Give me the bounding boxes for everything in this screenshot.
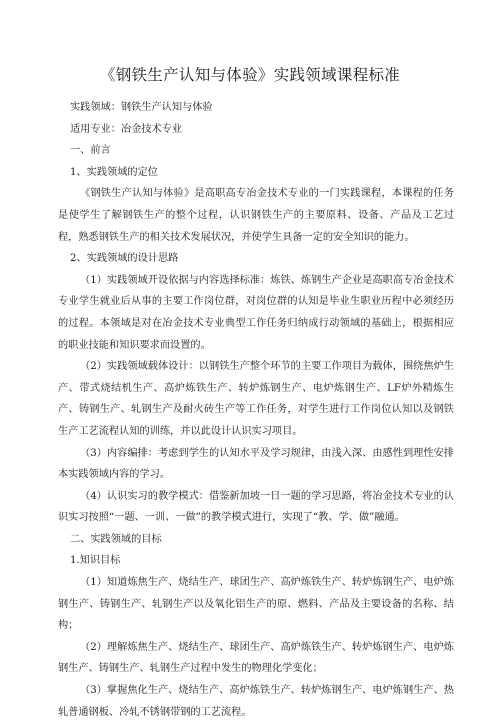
- paragraph-design-teaching-mode: （4）认识实习的教学模式：借鉴新加坡一日一题的学习思路，将冶金技术专业的认识实习按照“一题、一训、一做”的教学模式进行，实现了“教、学、做”融通。: [58, 490, 454, 524]
- document-title: 《钢铁生产认知与体验》实践领域课程标准: [99, 66, 401, 84]
- section-heading-preface: 一、前言: [70, 145, 111, 157]
- paragraph-design-arrangement: （3）内容编排：考虑到学生的认知水平及学习规律，由浅入深、由感性到理性安排本实践领域内容的学习。: [58, 447, 454, 481]
- meta-domain: 实践领域：钢铁生产认知与体验: [70, 102, 213, 113]
- paragraph-design-basis: （1）实践领域开设依据与内容选择标准：炼铁、炼钢生产企业是高职高专冶金技术专业学生就业后从事的主要工作岗位群，对岗位群的认知是毕业生职业历程中必须经历的过程。本领域是对在冶金技术专业典型工作任务归纳成行动领域的基础上，根据相应的职业技能和知识要求而设置的。: [58, 274, 454, 351]
- section-heading-goals: 二、实践领域的目标: [70, 533, 162, 545]
- subsection-heading-knowledge: 1.知识目标: [70, 555, 121, 567]
- knowledge-goal-3: （3）掌握焦化生产、烧结生产、高炉炼铁生产、转炉炼钢生产、电炉炼钢生产、热轧普通钢板、冷轧不锈钢带钢的工艺流程。: [58, 685, 454, 718]
- knowledge-goal-2: （2）理解炼焦生产、烧结生产、球团生产、高炉炼铁生产、转炉炼钢生产、电炉炼钢生产、铸钢生产、轧钢生产过程中发生的物理化学变化；: [58, 641, 454, 675]
- subsection-heading-positioning: 1、实践领域的定位: [70, 166, 158, 178]
- meta-major: 适用专业：冶金技术专业: [70, 123, 183, 135]
- paragraph-positioning: 《钢铁生产认知与体验》是高职高专冶金技术专业的一门实践课程，本课程的任务是使学生了解钢铁生产的整个过程，认识钢铁生产的主要原料、设备、产品及工艺过程，熟悉钢铁生产的相关技术发展状况，并使学生具备一定的安全知识的能力。: [58, 188, 454, 243]
- subsection-heading-design: 2、实践领域的设计思路: [70, 253, 179, 265]
- paragraph-design-carrier: （2）实践领域载体设计：以钢铁生产整个环节的主要工作项目为载体，围绕焦炉生产、带式烧结机生产、高炉炼铁生产、转炉炼钢生产、电炉炼钢生产、LF炉外精炼生产、铸钢生产、轧钢生产及耐火砖生产等工作任务，对学生进行工作岗位认知以及钢铁生产工艺流程认知的训练，并以此设计认识实习项目。: [58, 361, 454, 437]
- document-body: [58, 97, 454, 723]
- knowledge-goal-1: （1）知道炼焦生产、烧结生产、球团生产、高炉炼铁生产、转炉炼钢生产、电炉炼钢生产、铸钢生产、轧钢生产以及氧化铝生产的原、燃料、产品及主要设备的名称、结构；: [58, 577, 454, 632]
